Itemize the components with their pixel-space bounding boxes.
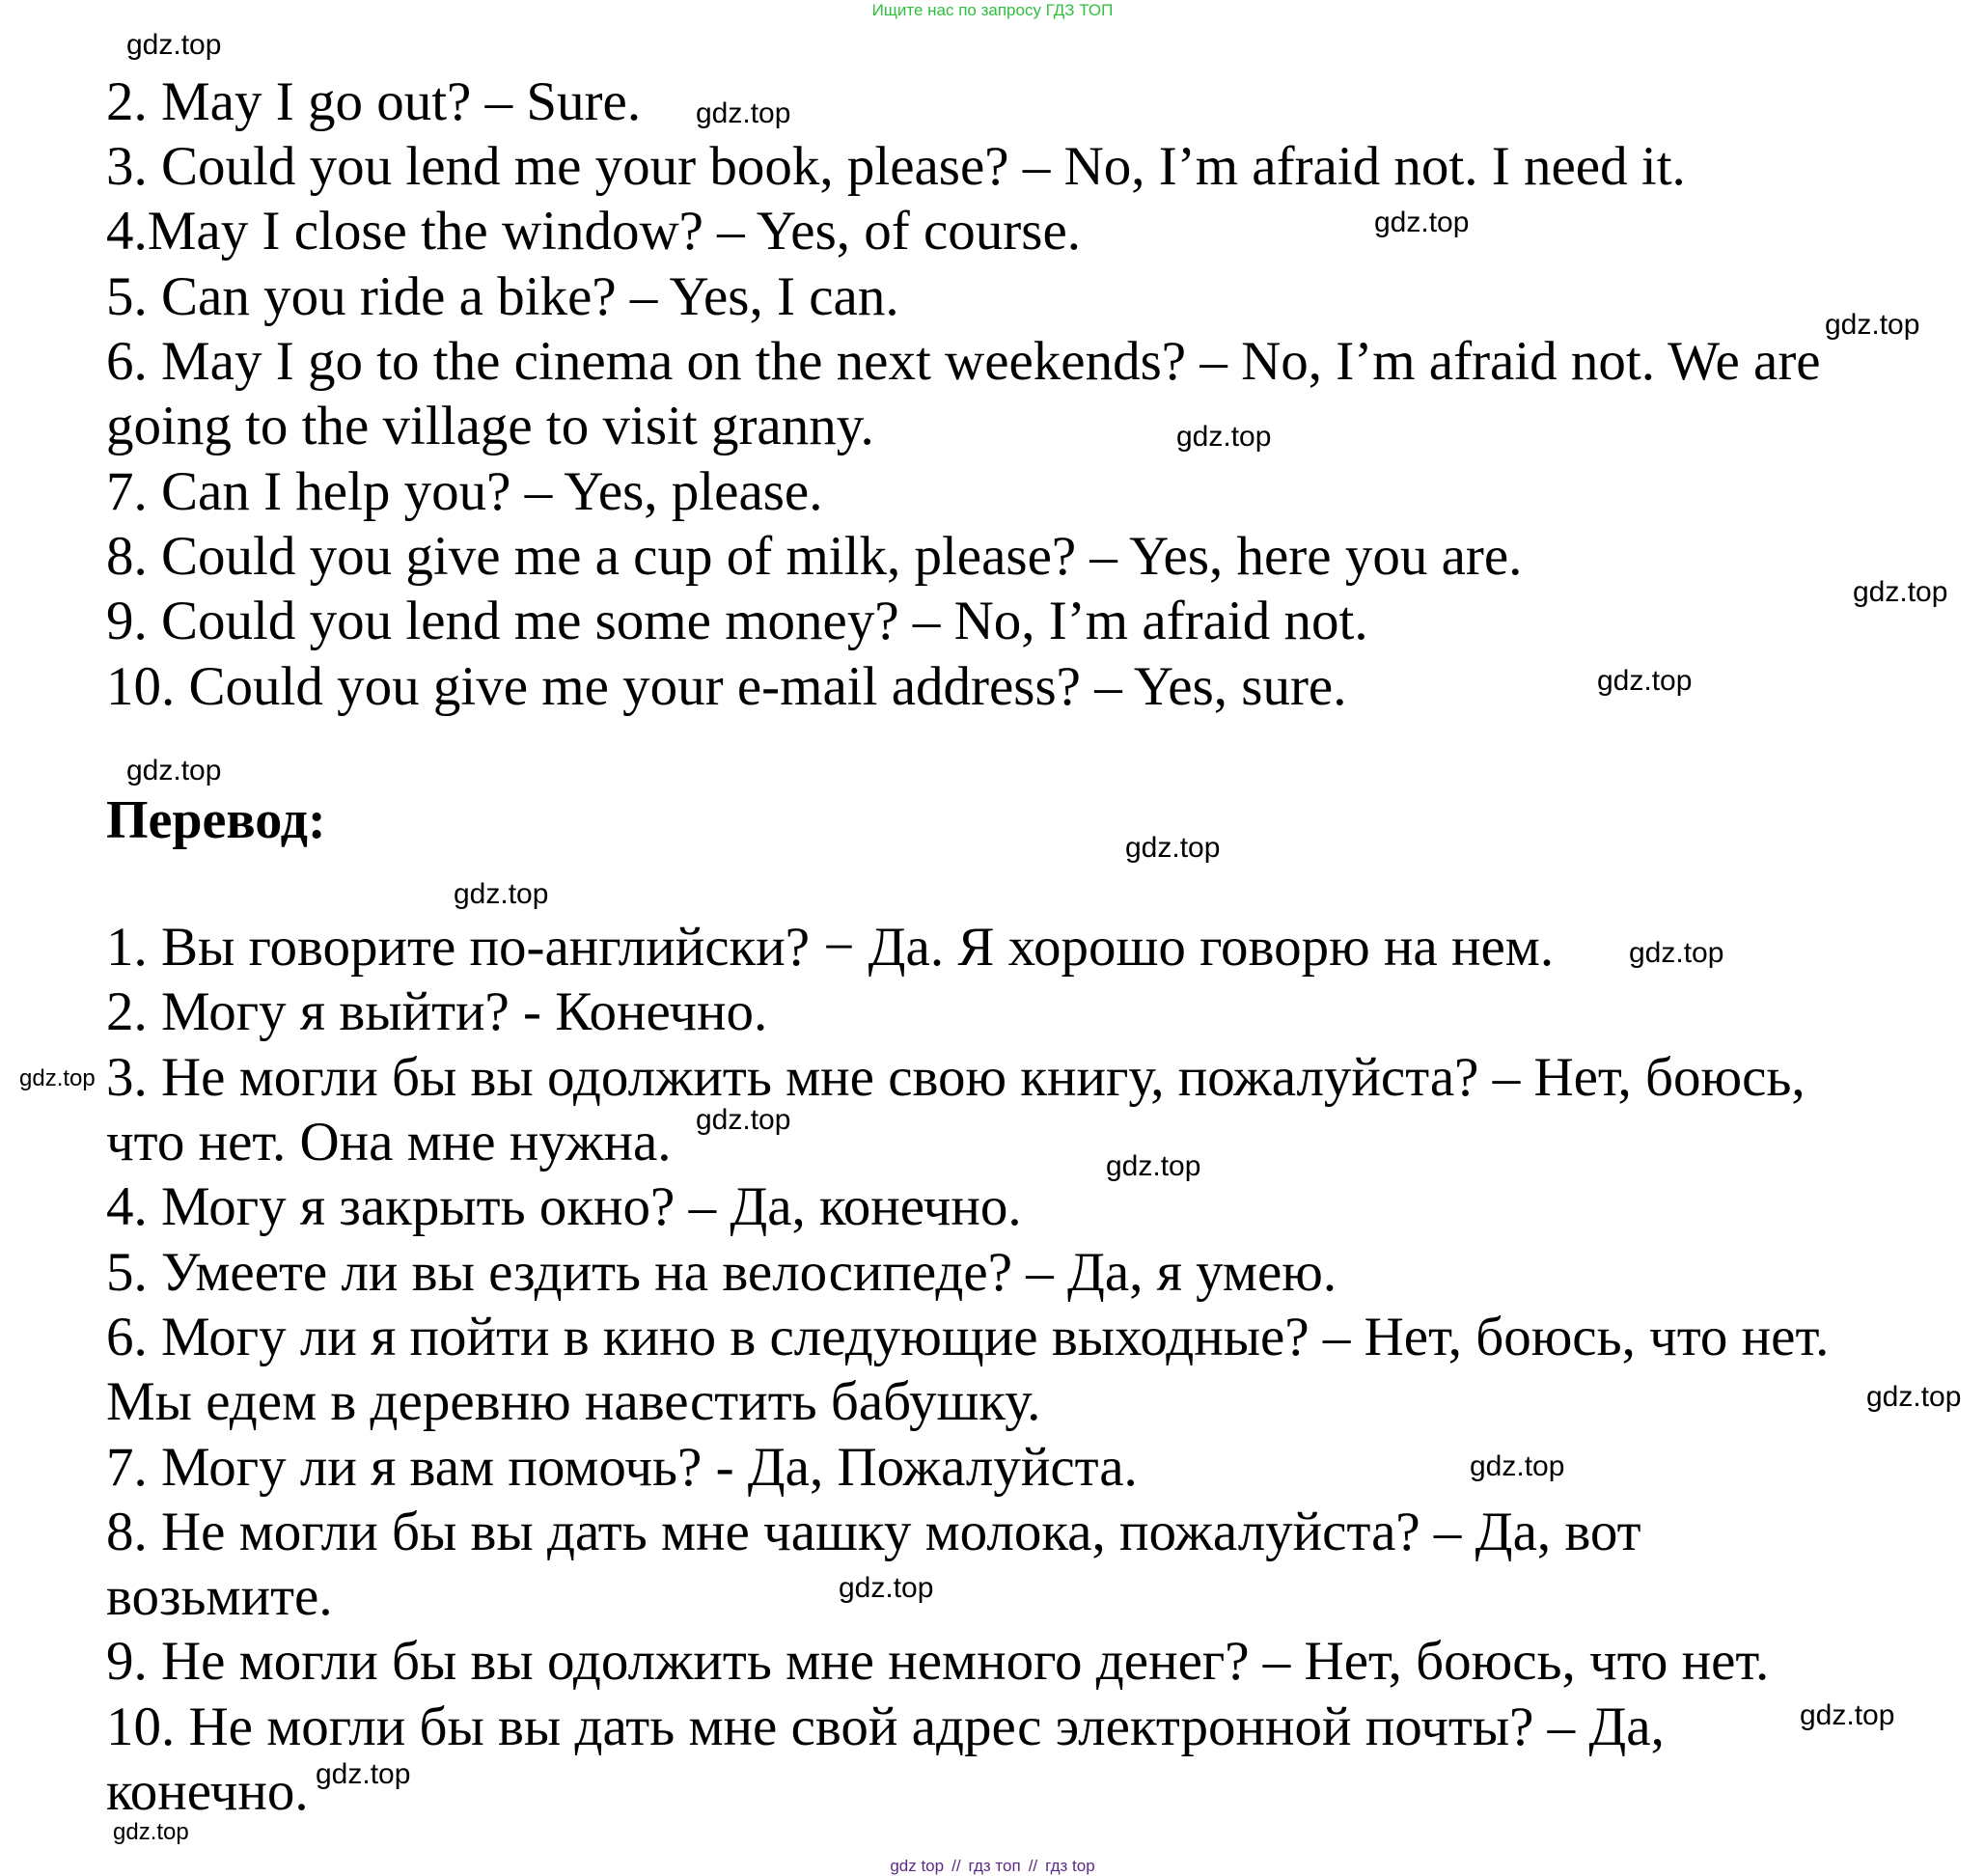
watermark: gdz.top	[1176, 421, 1272, 453]
footer-link[interactable]: gdz top	[890, 1857, 945, 1875]
footer-link[interactable]: гдз top	[1045, 1857, 1095, 1875]
watermark: gdz.top	[19, 1065, 96, 1091]
watermark: gdz.top	[454, 878, 549, 910]
top-banner	[0, 0, 1985, 21]
translation-line: возьмите.	[106, 1566, 333, 1627]
top-banner-link[interactable]: Ищите нас по запросу ГДЗ ТОП	[871, 1, 1114, 19]
translation-line: 3. Не могли бы вы одолжить мне свою книгу, пожалуйста? – Нет, боюсь,	[106, 1047, 1806, 1108]
watermark: gdz.top	[126, 29, 222, 61]
translation-line: 5. Умеете ли вы ездить на велосипеде? – Да, я умею.	[106, 1242, 1337, 1303]
answer-line: 3. Could you lend me your book, please? – No, I’m afraid not. I need it.	[106, 136, 1686, 197]
watermark: gdz.top	[1800, 1699, 1895, 1731]
watermark: gdz.top	[316, 1758, 411, 1790]
answer-line: 10. Could you give me your e-mail address? – Yes, sure.	[106, 656, 1347, 717]
watermark: gdz.top	[1629, 937, 1724, 969]
watermark: gdz.top	[1825, 309, 1920, 341]
footer-links	[0, 1857, 1985, 1876]
translation-line: 2. Могу я выйти? - Конечно.	[106, 981, 768, 1042]
answer-line: 6. May I go to the cinema on the next weekends? – No, I’m afraid not. We are	[106, 331, 1821, 392]
watermark: gdz.top	[1597, 665, 1693, 697]
watermark: gdz.top	[1374, 207, 1470, 238]
answer-line: 7. Can I help you? – Yes, please.	[106, 461, 823, 522]
translation-line: 7. Могу ли я вам помочь? - Да, Пожалуйста.	[106, 1437, 1138, 1498]
watermark: gdz.top	[126, 755, 222, 786]
answer-line: 5. Can you ride a bike? – Yes, I can.	[106, 266, 899, 327]
translation-line: 1. Вы говорите по-английски? − Да. Я хорошо говорю на нем.	[106, 917, 1555, 978]
watermark: gdz.top	[696, 1104, 791, 1136]
watermark: gdz.top	[113, 1819, 189, 1845]
translation-line: 4. Могу я закрыть окно? – Да, конечно.	[106, 1176, 1022, 1237]
watermark: gdz.top	[1125, 832, 1221, 864]
translation-line: 6. Могу ли я пойти в кино в следующие выходные? – Нет, боюсь, что нет.	[106, 1307, 1830, 1367]
answer-line: 8. Could you give me a cup of milk, please? – Yes, here you are.	[106, 526, 1523, 587]
translation-line: 8. Не могли бы вы дать мне чашку молока, пожалуйста? – Да, вот	[106, 1502, 1641, 1562]
watermark: gdz.top	[1853, 576, 1948, 608]
footer-separator: //	[1028, 1857, 1038, 1875]
translation-line: конечно.	[106, 1761, 309, 1822]
translation-line: что нет. Она мне нужна.	[106, 1112, 672, 1172]
footer-link[interactable]: гдз топ	[968, 1857, 1021, 1875]
watermark: gdz.top	[1866, 1381, 1962, 1413]
translation-line: 10. Не могли бы вы дать мне свой адрес электронной почты? – Да,	[106, 1697, 1665, 1757]
answer-line: 4.May I close the window? – Yes, of course.	[106, 201, 1081, 262]
watermark: gdz.top	[696, 97, 791, 129]
watermark: gdz.top	[1470, 1450, 1565, 1482]
answer-line: 9. Could you lend me some money? – No, I’m afraid not.	[106, 591, 1368, 651]
watermark: gdz.top	[1106, 1150, 1201, 1182]
translation-line: 9. Не могли бы вы одолжить мне немного денег? – Нет, боюсь, что нет.	[106, 1631, 1770, 1692]
translation-line: Мы едем в деревню навестить бабушку.	[106, 1371, 1041, 1432]
watermark: gdz.top	[839, 1572, 934, 1604]
translation-heading: Перевод:	[106, 790, 326, 850]
footer-separator: //	[951, 1857, 961, 1875]
answer-line: 2. May I go out? – Sure.	[106, 71, 642, 132]
answer-line: going to the village to visit granny.	[106, 396, 874, 456]
